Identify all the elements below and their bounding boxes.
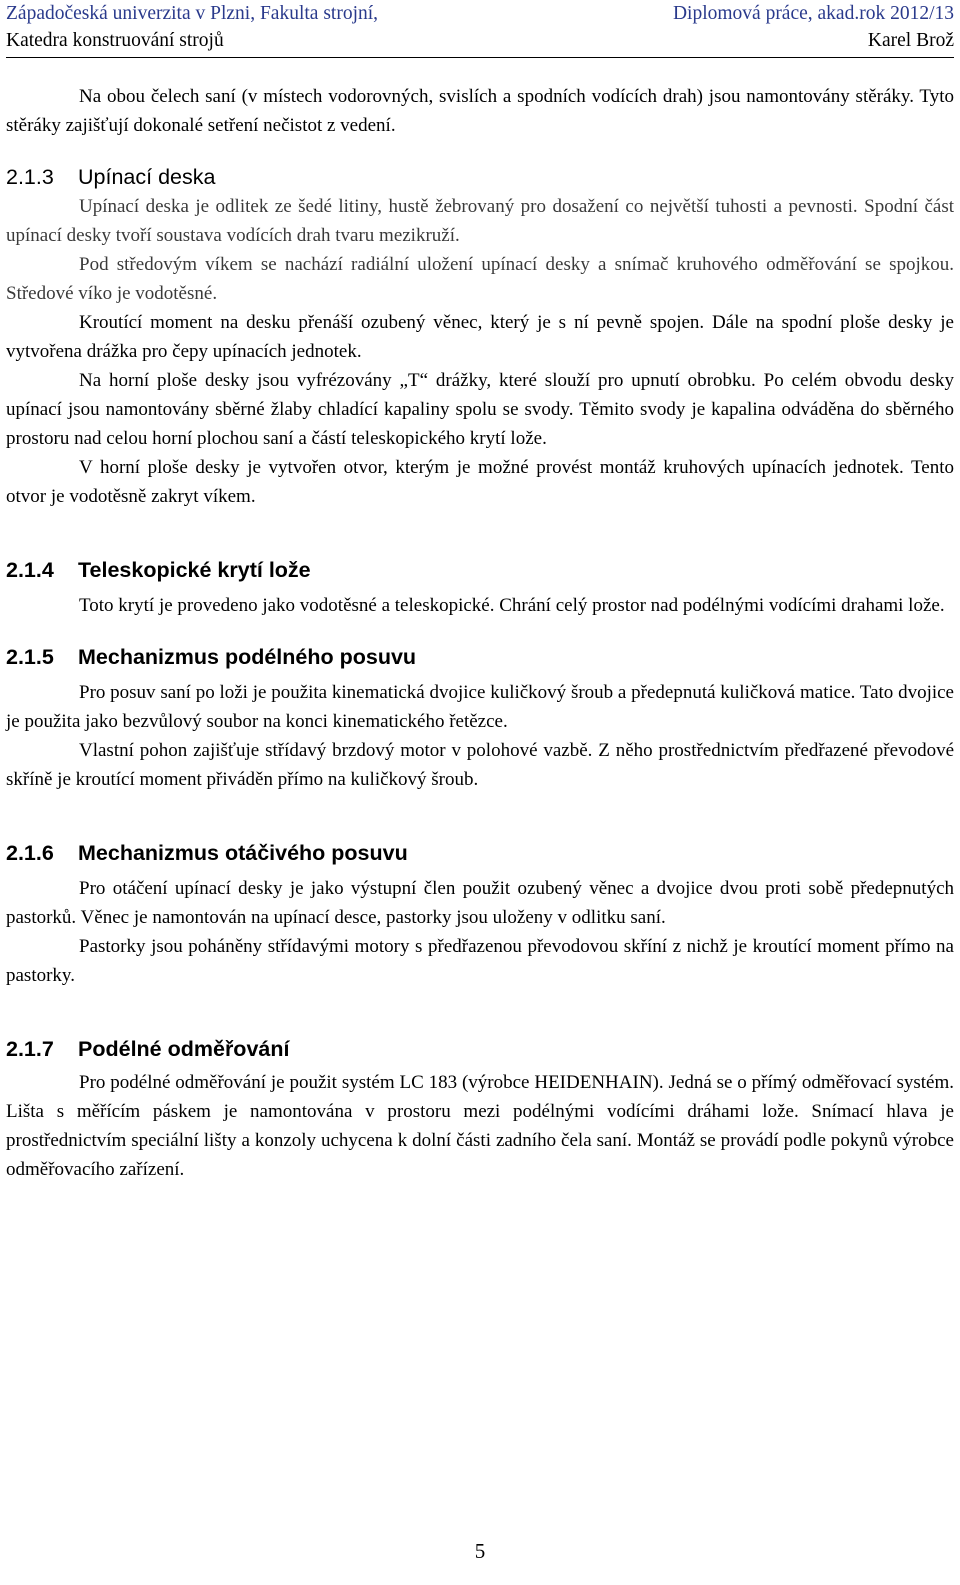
section-paragraph: Pod středovým víkem se nachází radiální uložení upínací desky a snímač kruhového odměřování se spojkou. Středové víko je vodotěsné. xyxy=(6,254,954,304)
section-number: 2.1.3 xyxy=(6,165,54,189)
section-paragraph: Pro otáčení upínací desky je jako výstupní člen použit ozubený věnec a dvojice dvou proti sobě předepnutých pastorků. Věnec je namontován na upínací desce, pastorky jsou uloženy v odlitku saní. xyxy=(6,878,954,928)
section-paragraph: Kroutící moment na desku přenáší ozubený věnec, který je s ní pevně spojen. Dále na spodní ploše desky je vytvořena drážka pro čepy upínacích jednotek. xyxy=(6,312,954,362)
section-paragraph: V horní ploše desky je vytvořen otvor, kterým je možné provést montáž kruhových upínacích jednotek. Tento otvor je vodotěsně zakryt víkem. xyxy=(6,457,954,507)
section-number: 2.1.7 xyxy=(6,1037,54,1061)
section-paragraph: Pro podélné odměřování je použit systém LC 183 (výrobce HEIDENHAIN). Jedná se o přímý odměřovací systém. Lišta s měřícím páskem je namontována v prostoru mezi podélnými vodícími dráhami lože. Snímací hlava je prostřednictvím speciální lišty a konzoly uchycena k dolní části zadního čela saní. Montáž se provádí podle pokynů výrobce odměřovacího zařízení. xyxy=(6,1072,954,1180)
section-heading-2-1-4 xyxy=(6,555,954,585)
section-heading-2-1-5 xyxy=(6,642,954,672)
section-number: 2.1.6 xyxy=(6,841,54,865)
section-title: Upínací deska xyxy=(78,165,216,189)
section-paragraph: Na horní ploše desky jsou vyfrézovány „T“ drážky, které slouží pro upnutí obrobku. Po celém obvodu desky upínací jsou namontovány sběrné žlaby chladící kapaliny spolu se svody. Těmito svody je kapalina odváděna do sběrného prostoru nad celou horní plochou saní a částí teleskopického krytí lože. xyxy=(6,370,954,449)
section-paragraph: Pro posuv saní po loži je použita kinematická dvojice kuličkový šroub a předepnutá kuličková matice. Tato dvojice je použita jako bezvůlový soubor na konci kinematického řetězce. xyxy=(6,682,954,732)
section-number: 2.1.4 xyxy=(6,558,54,582)
section-title: Mechanizmus otáčivého posuvu xyxy=(78,841,408,865)
section-title: Mechanizmus podélného posuvu xyxy=(78,645,417,669)
section-paragraph: Pastorky jsou poháněny střídavými motory s předřazenou převodovou skříní z nichž je kroutící moment přímo na pastorky. xyxy=(6,936,954,986)
section-paragraph: Toto krytí je provedeno jako vodotěsné a teleskopické. Chrání celý prostor nad podélnými vodícími drahami lože. xyxy=(79,595,945,616)
section-number: 2.1.5 xyxy=(6,645,54,669)
header-author: Karel Brož xyxy=(867,30,954,51)
section-paragraph: Vlastní pohon zajišťuje střídavý brzdový motor v polohové vazbě. Z něho prostřednictvím předřazené převodové skříně je kroutící moment přiváděn přímo na kuličkový šroub. xyxy=(6,740,954,790)
header-thesis-info: Diplomová práce, akad.rok 2012/13 xyxy=(672,3,954,24)
section-heading-2-1-3 xyxy=(6,162,954,192)
section-heading-2-1-7 xyxy=(6,1034,954,1064)
header-university: Západočeská univerzita v Plzni, Fakulta strojní, xyxy=(6,3,379,24)
section-title: Teleskopické krytí lože xyxy=(78,558,311,582)
header-department: Katedra konstruování strojů xyxy=(6,30,224,51)
page-content xyxy=(6,82,954,1184)
section-title: Podélné odměřování xyxy=(78,1037,290,1061)
section-heading-2-1-6 xyxy=(6,838,954,868)
header-row-1 xyxy=(6,0,954,27)
intro-paragraph: Na obou čelech saní (v místech vodorovných, svislích a spodních vodících drah) jsou namontovány stěráky. Tyto stěráky zajišťují dokonalé setření nečistot z vedení. xyxy=(6,86,954,136)
page-number: 5 xyxy=(474,1539,486,1563)
page-header xyxy=(6,0,954,58)
header-row-2 xyxy=(6,27,954,54)
section-paragraph: Upínací deska je odlitek ze šedé litiny, hustě žebrovaný pro dosažení co největší tuhosti a pevnosti. Spodní část upínací desky tvoří soustava vodících drah tvaru mezikruží. xyxy=(6,196,954,246)
